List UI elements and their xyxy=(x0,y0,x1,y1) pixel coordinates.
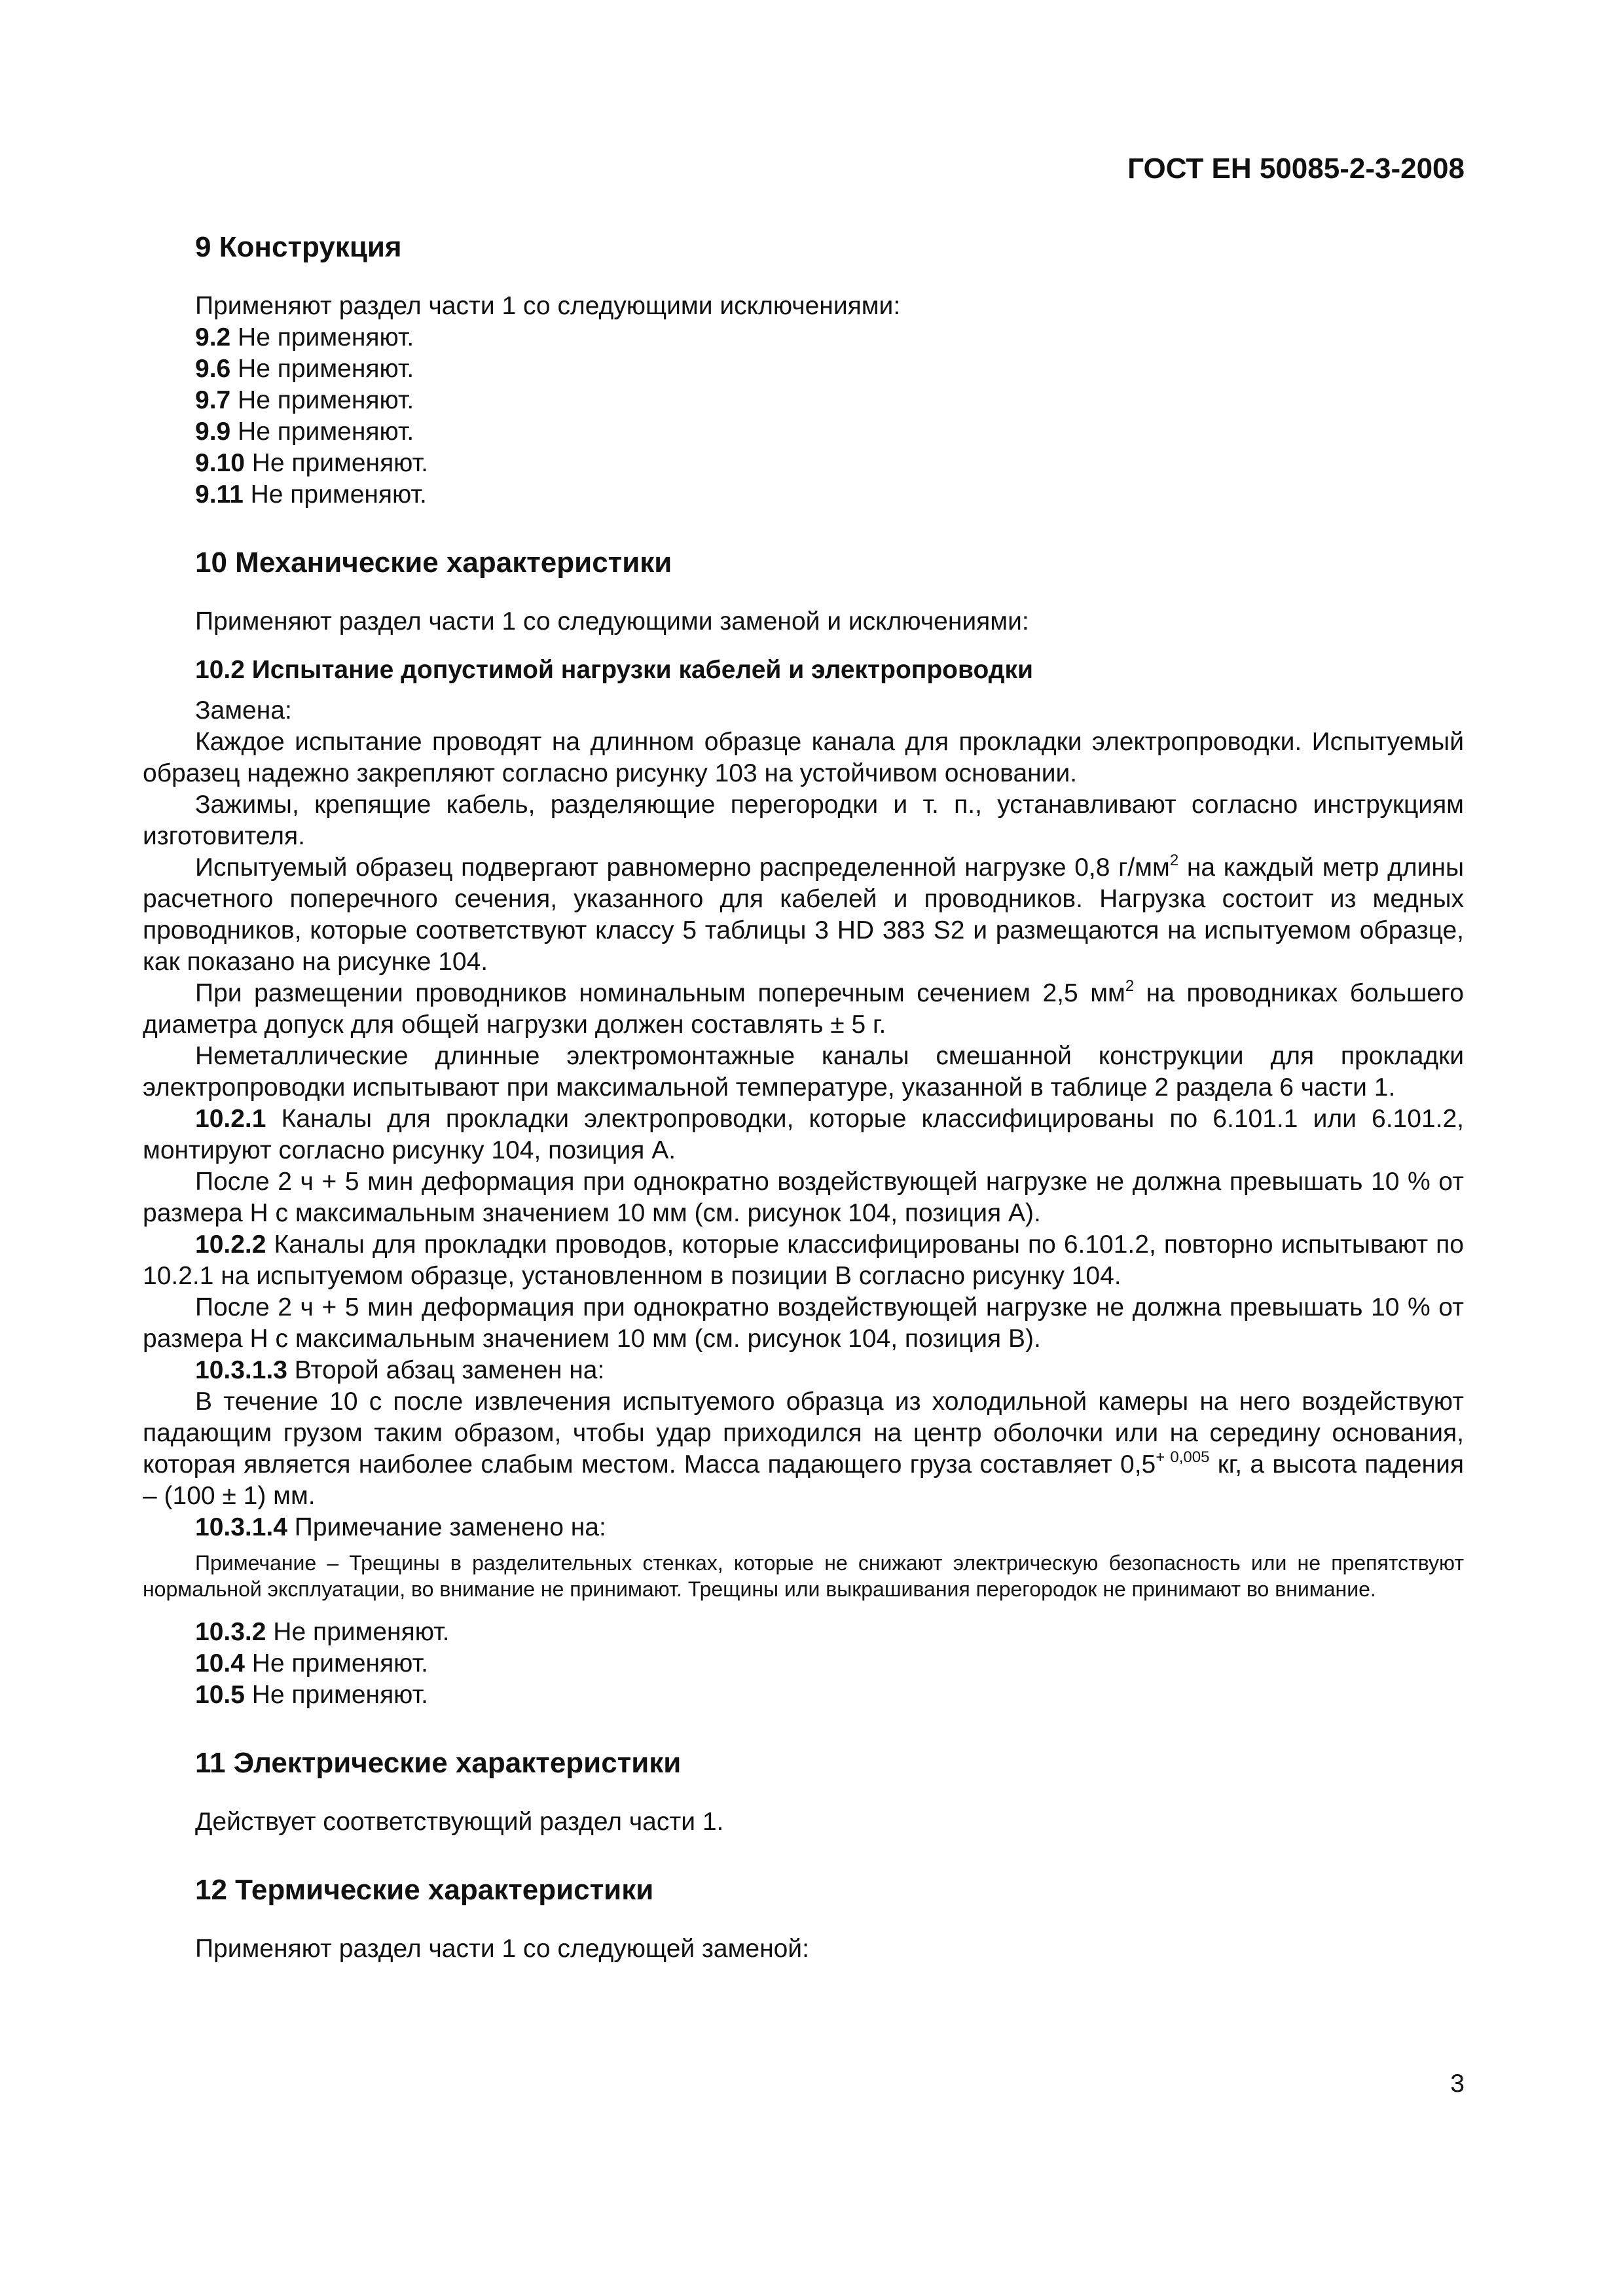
section-12-heading: 12 Термические характеристики xyxy=(195,1874,654,1906)
list-item: 10.5 Не применяют. xyxy=(195,1681,428,1709)
paragraph: После 2 ч + 5 мин деформация при однократно воздействующей нагрузке не должна превышать 10 % от размера Н с максимальным значением 10 мм (см. рисунок 104, позиция А). xyxy=(143,1168,1464,1227)
section-10-exceptions-list xyxy=(143,1617,1464,1711)
clause-10-3-1-4: 10.3.1.4 Примечание заменено на: xyxy=(195,1513,606,1541)
list-item: 9.2 Не применяют. xyxy=(195,323,414,351)
section-11-text: Действует соответствующий раздел части 1. xyxy=(195,1808,724,1836)
list-item: 9.7 Не применяют. xyxy=(195,386,414,414)
paragraph: Каждое испытание проводят на длинном образце канала для прокладки электропроводки. Испытуемый образец надежно закрепляют согласно рисунку 103 на устойчивом основании. xyxy=(143,728,1464,787)
list-item: 9.10 Не применяют. xyxy=(195,449,428,477)
paragraph: После 2 ч + 5 мин деформация при однократно воздействующей нагрузке не должна превышать 10 % от размера Н с максимальным значением 10 мм (см. рисунок 104, позиция В). xyxy=(143,1293,1464,1353)
section-11-heading: 11 Электрические характеристики xyxy=(195,1747,682,1779)
list-item: 9.6 Не применяют. xyxy=(195,355,414,383)
list-item: 9.9 Не применяют. xyxy=(195,418,414,446)
section-9-exceptions-list xyxy=(143,322,1464,511)
document-id-header: ГОСТ ЕН 50085-2-3-2008 xyxy=(1127,152,1465,185)
list-item: 10.4 Не применяют. xyxy=(195,1649,428,1677)
list-item: 10.3.2 Не применяют. xyxy=(195,1618,450,1646)
section-10-intro: Применяют раздел части 1 со следующими заменой и исключениями: xyxy=(195,607,1029,636)
section-9-heading: 9 Конструкция xyxy=(195,231,402,263)
subsection-10-2-heading: 10.2 Испытание допустимой нагрузки кабелей и электропроводки xyxy=(195,656,1034,684)
section-12-text: Применяют раздел части 1 со следующей заменой: xyxy=(195,1935,809,1963)
paragraph: Зажимы, крепящие кабель, разделяющие перегородки и т. п., устанавливают согласно инструкциям изготовителя. xyxy=(143,791,1464,850)
replacement-label: Замена: xyxy=(195,696,292,725)
list-item: 9.11 Не применяют. xyxy=(195,480,427,509)
clause-10-2-2: 10.2.2 Каналы для прокладки проводов, которые классифицированы по 6.101.2, повторно испытывают по 10.2.1 на испытуемом образце, установленном в позиции В согласно рисунку 104. xyxy=(143,1230,1464,1290)
page-content xyxy=(143,229,1464,1965)
paragraph: При размещении проводников номинальным поперечным сечением 2,5 $мм^2$ на проводниках большего диаметра допуск для общей нагрузки должен составлять ± 5 г. xyxy=(143,977,1464,1039)
page-number: 3 xyxy=(1450,2070,1465,2098)
clause-10-3-1-3: 10.3.1.3 Второй абзац заменен на: xyxy=(195,1356,605,1384)
section-10-heading: 10 Механические характеристики xyxy=(195,547,672,579)
section-9-intro: Применяют раздел части 1 со следующими исключениями: xyxy=(195,292,901,320)
paragraph: Испытуемый образец подвергают равномерно распределенной нагрузке 0,8 $г/мм^2$ на каждый метр длины расчетного поперечного сечения, указанного для кабелей и проводников. Нагрузка состоит из медных проводников, которые соответствуют классу 5 таблицы 3 HD 383 S2 и размещаются на испытуемом образце, как показано на рисунке 104. xyxy=(143,852,1464,976)
clause-10-2-1: 10.2.1 Каналы для прокладки электропроводки, которые классифицированы по 6.101.1 или 6.101.2, монтируют согласно рисунку 104, позиция А. xyxy=(143,1105,1464,1164)
paragraph: В течение 10 с после извлечения испытуемого образца из холодильной камеры на него воздействуют падающим грузом таким образом, чтобы удар приходился на центр оболочки или на середину основания, которая является наиболее слабым местом. Масса падающего груза составляет $0,5^{+ 0,005}$ кг, а высота падения – (100 ± 1) мм. xyxy=(143,1388,1464,1510)
note: Примечание – Трещины в разделительных стенках, которые не снижают электрическую безопасность или не препятствуют нормальной эксплуатации, во внимание не принимают. Трещины или выкрашивания перегородок не принимают во внимание. xyxy=(143,1551,1464,1601)
paragraph: Неметаллические длинные электромонтажные каналы смешанной конструкции для прокладки электропроводки испытывают при максимальной температуре, указанной в таблице 2 раздела 6 части 1. xyxy=(143,1042,1464,1102)
